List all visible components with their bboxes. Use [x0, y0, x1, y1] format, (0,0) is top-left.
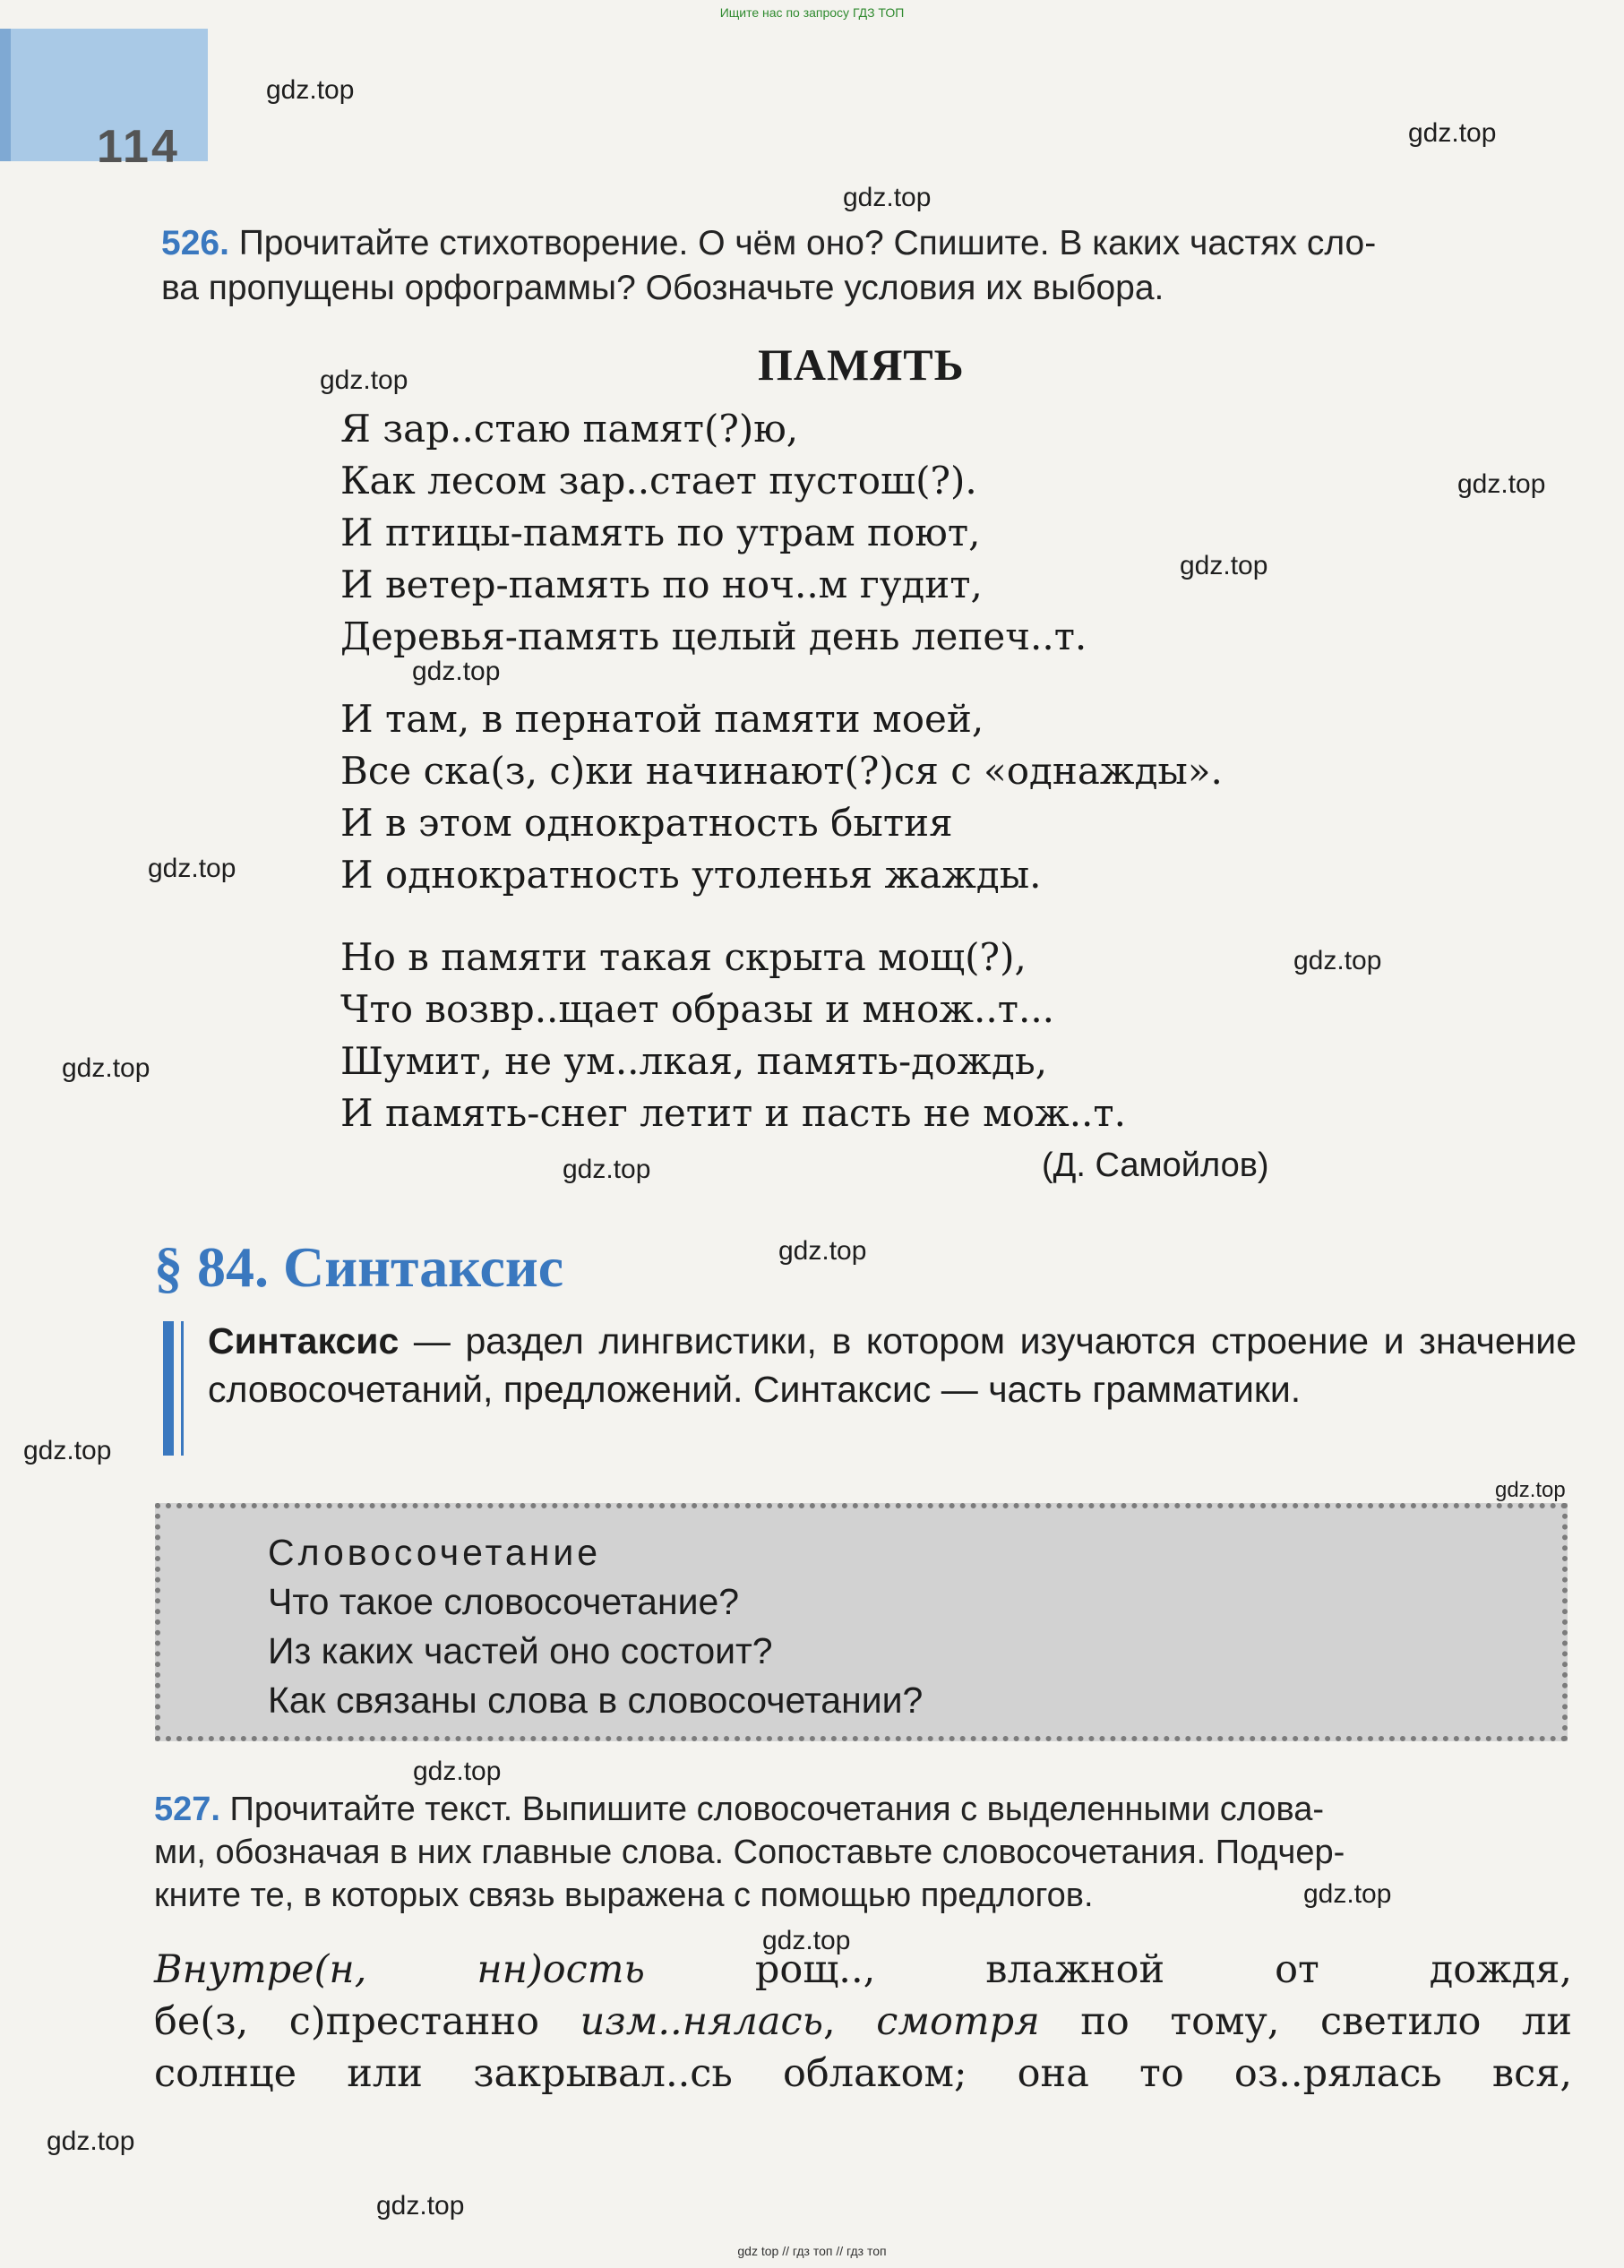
poem-line: Но в памяти такая скрыта мощ(?), — [340, 935, 1027, 979]
question-list — [268, 1528, 923, 1725]
exercise-527-passage — [154, 1944, 1572, 2100]
question-item: Что такое словосочетание? — [268, 1581, 740, 1622]
poem-line: И однократность утоленья жажды. — [340, 853, 1042, 897]
watermark: gdz.top — [148, 854, 236, 883]
poem-line: Деревья-память целый день лепеч..т. — [340, 614, 1087, 658]
passage-line — [154, 1996, 1572, 2048]
poem-line: И ветер-память по ноч..м гудит, — [340, 563, 983, 606]
watermark: gdz.top — [1180, 551, 1268, 580]
section-heading: § 84. Синтаксис — [154, 1235, 564, 1299]
defined-term: Синтаксис — [208, 1320, 400, 1362]
rule-marker-line — [181, 1321, 184, 1456]
watermark: gdz.top — [1408, 118, 1497, 148]
poem-line: И память-снег летит и пасть не мож..т. — [340, 1091, 1126, 1135]
question-item: Как связаны слова в словосочетании? — [268, 1680, 924, 1721]
passage-line — [154, 1944, 1572, 1996]
poem-line: И в этом однократность бытия — [340, 801, 953, 845]
poem-stanza — [340, 693, 1223, 901]
watermark: gdz.top — [778, 1236, 867, 1266]
exercise-527-task — [154, 1788, 1574, 1917]
question-box — [155, 1503, 1568, 1741]
bottom-links[interactable]: gdz top // гдз топ // гдз топ — [737, 2244, 887, 2258]
task-line: Прочитайте текст. Выпишите словосочетания с выделенными слова- — [229, 1791, 1324, 1828]
poem-line: Все ска(з, с)ки начинают(?)ся с «однажды». — [340, 749, 1223, 793]
watermark: gdz.top — [320, 365, 408, 395]
poem — [340, 403, 1223, 1170]
task-line: кните те, в которых связь выражена с помощью предлогов. — [154, 1877, 1094, 1914]
top-search-link[interactable]: Ищите нас по запросу ГДЗ ТОП — [719, 5, 905, 20]
passage-line: солнце или закрывал..сь облаком; она то оз..рялась вся, — [154, 2051, 1572, 2096]
passage-text: по тому, светило ли — [1039, 1999, 1572, 2044]
passage-text: бе(з, с)престанно — [154, 1999, 580, 2044]
exercise-number: 526. — [161, 224, 229, 262]
poem-line: Шумит, не ум..лкая, память-дождь, — [340, 1039, 1048, 1083]
task-line: Прочитайте стихотворение. О чём оно? Спишите. В каких частях сло- — [238, 224, 1377, 262]
exercise-526-task — [161, 221, 1577, 311]
watermark: gdz.top — [1303, 1879, 1392, 1909]
poem-stanza — [340, 932, 1223, 1139]
watermark: gdz.top — [266, 75, 355, 105]
task-line: ми, обозначая в них главные слова. Сопоставьте словосочетания. Подчер- — [154, 1834, 1345, 1871]
task-line: ва пропущены орфограммы? Обозначьте условия их выбора. — [161, 269, 1164, 307]
watermark: gdz.top — [413, 1757, 502, 1786]
watermark: gdz.top — [412, 657, 501, 686]
poem-title: ПАМЯТЬ — [758, 339, 965, 390]
watermark: gdz.top — [762, 1926, 851, 1955]
highlighted-word: смотря — [876, 1999, 1040, 2044]
poem-stanza — [340, 403, 1223, 663]
watermark: gdz.top — [47, 2126, 135, 2156]
page-number: 114 — [97, 121, 180, 173]
exercise-number: 527. — [154, 1791, 220, 1828]
watermark: gdz.top — [1293, 946, 1382, 975]
poem-line: И там, в пернатой памяти моей, — [340, 697, 984, 741]
question-box-title: Словосочетание — [268, 1532, 602, 1573]
watermark: gdz.top — [62, 1053, 150, 1083]
watermark: gdz.top — [1457, 469, 1546, 499]
watermark: gdz.top — [1495, 1478, 1566, 1502]
highlighted-word: изм..нялась — [580, 1999, 824, 2044]
poem-line: И птицы-память по утрам поют, — [340, 511, 981, 554]
passage-text: рощ.., влажной от дождя, — [644, 1947, 1572, 1992]
rule-marker-bar — [163, 1321, 174, 1456]
definition-text: — раздел лингвистики, в котором изучаются строение и значение словосочетаний, предложений. Синтаксис — часть грамматики. — [208, 1320, 1577, 1410]
watermark: gdz.top — [843, 183, 932, 212]
poem-line: Я зар..стаю памят(?)ю, — [340, 407, 799, 451]
poem-line: Как лесом зар..стает пустош(?). — [340, 459, 977, 503]
poem-line: Что возвр..щает образы и множ..т... — [340, 987, 1055, 1031]
passage-text: , — [823, 1999, 877, 2044]
page-corner-strip — [0, 29, 11, 161]
syntax-definition — [208, 1317, 1577, 1413]
question-item: Из каких частей оно состоит? — [268, 1630, 773, 1671]
watermark: gdz.top — [23, 1436, 112, 1465]
poem-author: (Д. Самойлов) — [1042, 1147, 1269, 1184]
watermark: gdz.top — [376, 2191, 465, 2221]
highlighted-word: Внутре(н, нн)ость — [154, 1947, 645, 1992]
watermark: gdz.top — [563, 1155, 651, 1184]
